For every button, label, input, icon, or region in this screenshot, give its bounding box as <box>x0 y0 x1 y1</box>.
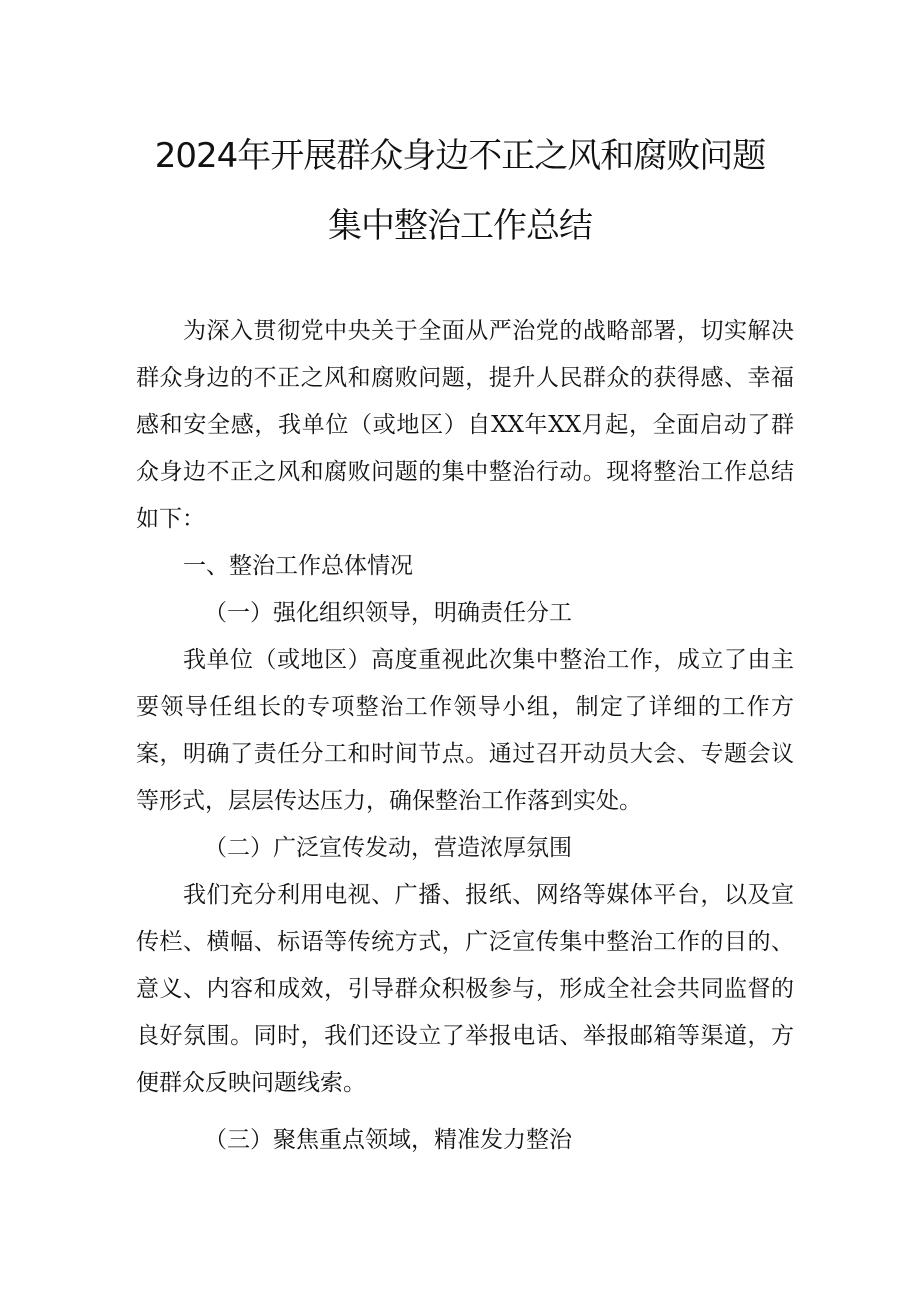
subsection-paragraph-2: 我们充分利用电视、广播、报纸、网络等媒体平台，以及宣传栏、横幅、标语等传统方式，广泛宣传集中整治工作的目的、意义、内容和成效，引导群众积极参与，形成全社会共同监督的良好氛围。同时，我们还设立了举报电话、举报邮箱等渠道，方便群众反映问题线索。 <box>136 882 794 1096</box>
document-body <box>136 308 794 1164</box>
intro-paragraph: 为深入贯彻党中央关于全面从严治党的战略部署，切实解决群众身边的不正之风和腐败问题，提升人民群众的获得感、幸福感和安全感，我单位（或地区）自XX年XX月起，全面启动了群众身边不正之风和腐败问题的集中整治行动。现将整治工作总结如下： <box>136 318 794 532</box>
document-title-line-2: 集中整治工作总结 <box>328 206 592 246</box>
document-title-line-1: 2024年开展群众身边不正之风和腐败问题 <box>154 136 766 176</box>
subsection-paragraph-1: 我单位（或地区）高度重视此次集中整治工作，成立了由主要领导任组长的专项整治工作领导小组，制定了详细的工作方案，明确了责任分工和时间节点。通过召开动员大会、专题会议等形式，层层传达压力，确保整治工作落到实处。 <box>136 647 794 814</box>
section-heading-1: 一、整治工作总体情况 <box>183 553 413 579</box>
subsection-heading-2: （二）广泛宣传发动，营造浓厚氛围 <box>204 835 572 861</box>
subsection-heading-1: （一）强化组织领导，明确责任分工 <box>204 600 572 626</box>
subsection-heading-3: （三）聚焦重点领域，精准发力整治 <box>204 1127 572 1153</box>
